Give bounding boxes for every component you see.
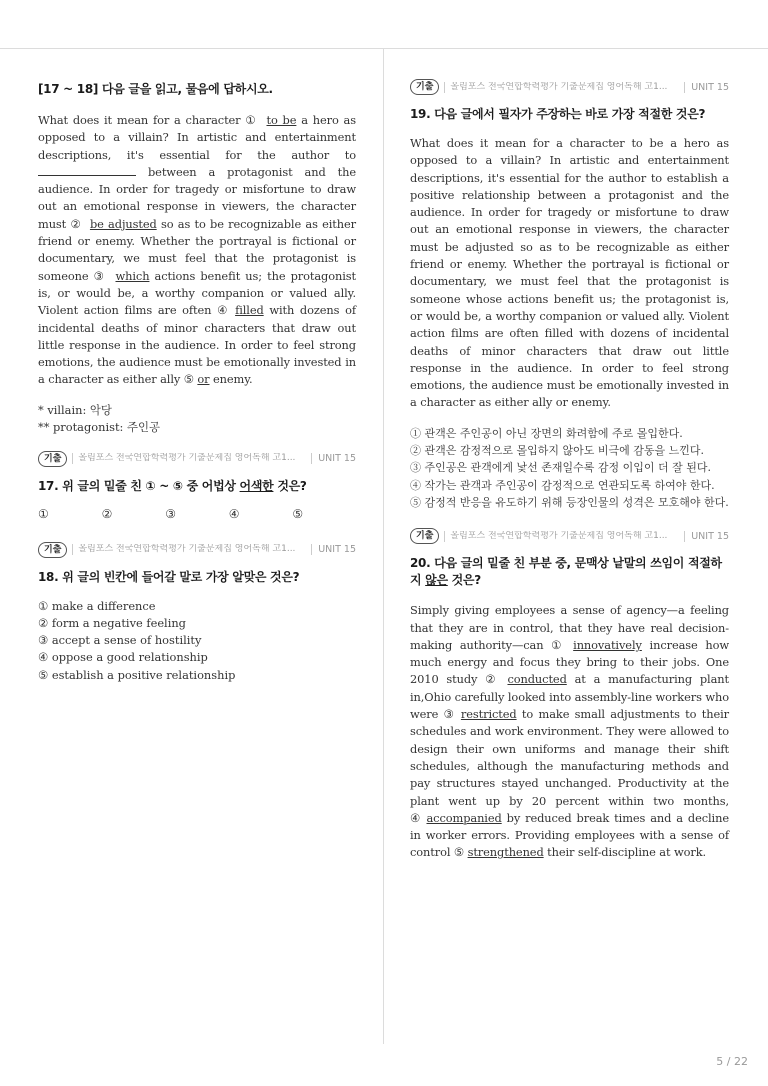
q18-option-4[interactable]: ④ oppose a good relationship [38, 650, 208, 665]
q17-choices [38, 507, 356, 521]
q20-underlined-3: restricted [460, 707, 517, 722]
q17-unit: UNIT 15 [311, 453, 356, 464]
right-column [410, 78, 729, 862]
left-column [38, 78, 356, 684]
q20-marker-3: ③ [443, 707, 456, 722]
footnote-villain: * villain: 악당 [38, 402, 112, 417]
q20-underlined-4: accompanied [426, 810, 502, 825]
q20-meta [410, 527, 729, 545]
q20-title: 20. 다음 글의 밑줄 친 부분 중, 문맥상 낱말의 쓰임이 적절하지 않은 것은? [410, 556, 722, 588]
column-divider [383, 49, 384, 1044]
q19-option-2[interactable]: ② 관객은 감정적으로 몰입하지 않아도 비극에 감동을 느낀다. [410, 444, 704, 458]
q20-source: 올림포스 전국연합학력평가 기출문제집 영어독해 고1... [444, 531, 684, 542]
q19-tag-badge: 기출 [410, 79, 439, 95]
marker-5: ⑤ [183, 372, 194, 387]
q17-meta [38, 450, 356, 468]
marker-1: ① [245, 113, 257, 127]
q17-title: 17. 위 글의 밑줄 친 ① ~ ⑤ 중 어법상 어색한 것은? [38, 478, 307, 493]
q18-title: 18. 위 글의 빈칸에 들어갈 말로 가장 알맞은 것은? [38, 569, 300, 584]
q18-unit: UNIT 15 [311, 544, 356, 555]
q17-choice-1[interactable]: ① [38, 506, 49, 521]
group-header: [17 ~ 18] 다음 글을 읽고, 물음에 답하시오. [38, 82, 273, 96]
q20-underlined-5: strengthened [467, 845, 544, 860]
q18-option-5[interactable]: ⑤ establish a positive relationship [38, 667, 236, 682]
passage-17-18: What does it mean for a character ① to be a hero as opposed to a villain? In artistic and entertainment descriptions, it's essential for the author to between a protagonist and the audience. In order for tragedy or misfortune to draw out an emotional response in viewers, the character must ② be adjusted so as to be recognizable as either friend or enemy. Whether the portrayal is fictional or documentary, we must feel that the protagonist is someone ③ which actions benefit us; the protagonist is, or would be, a worthy companion or valued ally. Violent action films are often ④ filled with dozens of incidental deaths of minor characters that draw out little response in the audience. In order to feel strong emotions, the audience must be emotionally invested in a character as either ally ⑤ or enemy. [38, 113, 356, 387]
header-divider [0, 48, 768, 49]
q18-options [38, 598, 356, 684]
q20-underlined-1: innovatively [573, 637, 642, 652]
marker-3: ③ [93, 268, 106, 283]
q18-tag-badge: 기출 [38, 542, 67, 558]
q20-passage: Simply giving employees a sense of agency—a feeling that they are in control, that they have real decision-making authority—can ① innovatively increase how much energy and focus they bring to their jobs. One 2010 study ② conducted at a manufacturing plant in,Ohio carefully looked into assembly-line workers who were ③ restricted to make small adjustments to their schedules and work environment. They were allowed to design their own uniforms and manage their shift schedules, although the manufacturing methods and pay structures stayed unchanged. Productivity at the plant went up by 20 percent within two months, ④ accompanied by reduced break times and a decline in worker errors. Providing employees with a sense of control ⑤ strengthened their self-discipline at work. [410, 603, 730, 860]
q20-marker-5: ⑤ [453, 845, 465, 860]
q20-underlined-2: conducted [507, 672, 567, 687]
q19-option-1[interactable]: ① 관객은 주인공이 아닌 장면의 화려함에 주로 몰입한다. [410, 426, 683, 440]
q18-meta [38, 541, 356, 559]
q19-source: 올림포스 전국연합학력평가 기출문제집 영어독해 고1... [444, 82, 684, 93]
underlined-1: to be [266, 113, 297, 127]
q18-source: 올림포스 전국연합학력평가 기출문제집 영어독해 고1... [72, 544, 311, 555]
q17-choice-2[interactable]: ② [101, 506, 113, 521]
q20-unit: UNIT 15 [684, 531, 729, 542]
q19-passage: What does it mean for a character to be a hero as opposed to a villain? In artistic and entertainment descriptions, it's essential for the author to establish a positive relationship between a protagonist and the audience. In order for tragedy or misfortune to draw out an emotional response in viewers, the character must be adjusted so as to be recognizable as either friend or enemy. Whether the portrayal is fictional or documentary, we must feel that the protagonist is someone whose actions benefit us; the protagonist is, or would be, a worthy companion or valued ally. Violent action films are often filled with dozens of incidental deaths of minor characters that draw out little response in the audience. In order to feel strong emotions, the audience must be emotionally invested in a character as either ally or enemy. [410, 136, 729, 410]
q19-option-4[interactable]: ④ 작가는 관객과 주인공이 감정적으로 연관되도록 하여야 한다. [410, 478, 715, 492]
marker-4: ④ [217, 303, 230, 318]
marker-2: ② [70, 216, 82, 231]
q19-option-3[interactable]: ③ 주인공은 관객에게 낯선 존재일수록 감정 이입이 더 잘 된다. [410, 461, 711, 475]
q18-option-2[interactable]: ② form a negative feeling [38, 615, 186, 630]
q20-tag-badge: 기출 [410, 528, 439, 544]
q19-meta [410, 78, 729, 96]
answer-blank [38, 166, 136, 176]
q17-choice-3[interactable]: ③ [165, 506, 176, 521]
q17-choice-5[interactable]: ⑤ [292, 506, 304, 521]
q19-option-5[interactable]: ⑤ 감정적 반응을 유도하기 위해 등장인물의 성격은 모호해야 한다. [410, 495, 729, 509]
underlined-5: or [197, 372, 210, 387]
q20-marker-4: ④ [410, 810, 422, 825]
q17-tag-badge: 기출 [38, 451, 67, 467]
q19-unit: UNIT 15 [684, 82, 729, 93]
q18-option-3[interactable]: ③ accept a sense of hostility [38, 633, 202, 648]
q17-choice-4[interactable]: ④ [228, 506, 240, 521]
footnote-protagonist: ** protagonist: 주인공 [38, 419, 160, 434]
page-number: 5 / 22 [716, 1055, 748, 1068]
q19-options [410, 425, 729, 511]
underlined-2: be adjusted [89, 216, 157, 231]
underlined-3: which [115, 268, 150, 283]
q20-marker-2: ② [485, 672, 500, 687]
footnotes [38, 402, 356, 436]
q18-option-1[interactable]: ① make a difference [38, 598, 156, 613]
q17-source: 올림포스 전국연합학력평가 기출문제집 영어독해 고1... [72, 453, 311, 464]
q19-title: 19. 다음 글에서 필자가 주장하는 바로 가장 적절한 것은? [410, 107, 706, 121]
underlined-4: filled [235, 303, 264, 318]
q20-marker-1: ① [551, 637, 566, 652]
